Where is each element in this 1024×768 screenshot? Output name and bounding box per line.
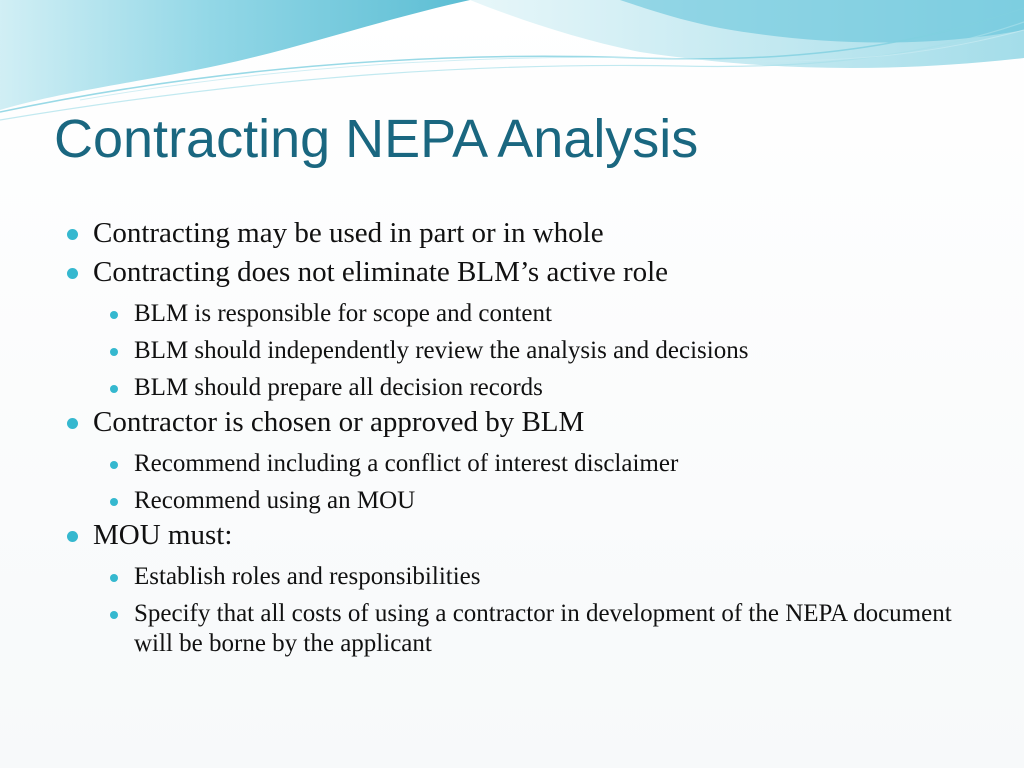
bullet-item [60,516,960,555]
sub-bullet-item [60,449,960,479]
sub-bullet-item [60,599,960,659]
sub-bullet-dot-icon [110,461,118,469]
bullet-item [60,403,960,442]
sub-bullet-item [60,336,960,366]
sub-bullet-text: BLM is responsible for scope and content [134,300,552,327]
sub-bullet-dot-icon [110,498,118,506]
slide-title: Contracting NEPA Analysis [54,109,699,169]
sub-bullet-dot-icon [110,385,118,393]
sub-bullet-item [60,299,960,329]
sub-bullet-text: BLM should independently review the analysis and decisions [134,337,749,364]
bullet-dot-icon [67,268,78,279]
bullet-text: Contracting does not eliminate BLM’s active role [93,256,669,288]
sub-bullet-text: Recommend including a conflict of interest disclaimer [134,450,679,477]
sub-bullet-text: Recommend using an MOU [134,487,416,514]
bullet-text: Contracting may be used in part or in whole [93,217,604,249]
sub-bullet-text: BLM should prepare all decision records [134,374,543,401]
bullet-dot-icon [67,229,78,240]
sub-bullet-dot-icon [110,348,118,356]
bullet-dot-icon [67,418,78,429]
sub-bullet-item [60,373,960,403]
bullet-text: MOU must: [93,519,233,551]
bullet-item [60,214,960,253]
sub-bullet-item [60,562,960,592]
bullet-dot-icon [67,531,78,542]
wave-left-band [0,0,470,110]
bullet-text: Contractor is chosen or approved by BLM [93,406,585,438]
sub-bullet-dot-icon [110,611,118,619]
sub-bullet-dot-icon [110,574,118,582]
sub-bullet-dot-icon [110,311,118,319]
bullet-list [60,214,960,659]
sub-bullet-item [60,486,960,516]
bullet-item [60,253,960,292]
sub-bullet-text: Establish roles and responsibilities [134,563,481,590]
sub-bullet-text: Specify that all costs of using a contractor in development of the NEPA document will be borne by the applicant [134,600,952,657]
